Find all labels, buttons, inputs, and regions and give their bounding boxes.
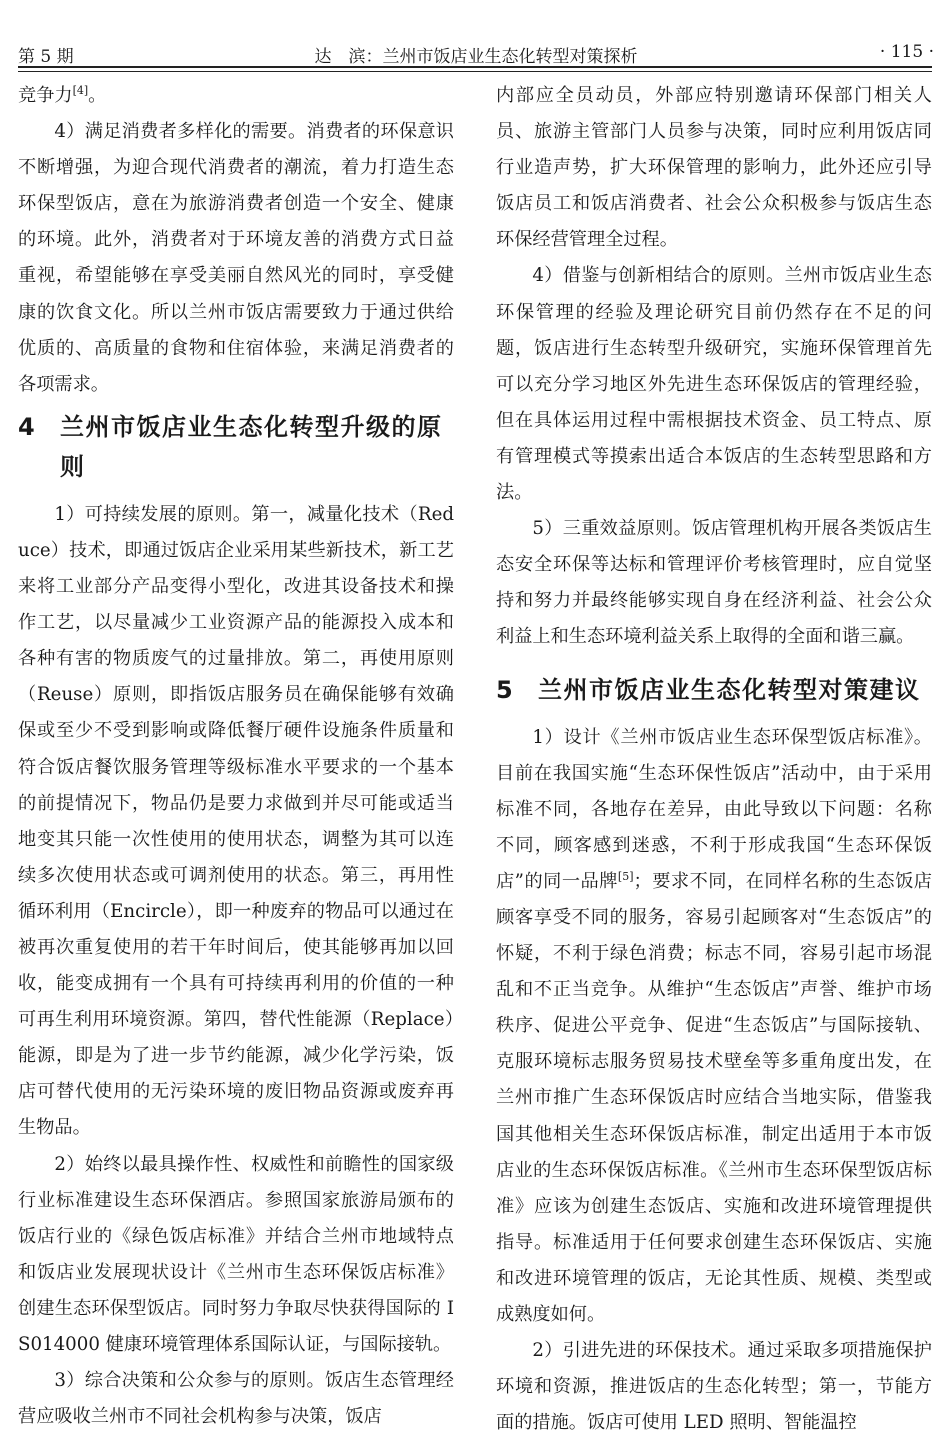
paragraph: 内部应全员动员，外部应特别邀请环保部门相关人员、旅游主管部门人员参与决策，同时应利用饭店同行业造声势，扩大环保管理的影响力，此外还应引导饭店员工和饭店消费者、社会公众积极参与饭店生态环保经营管理全过程。 [496,85,932,251]
running-header [18,38,934,66]
section-heading-4 [18,407,454,487]
section-title: 兰州市饭店业生态化转型对策建议 [538,675,921,704]
header-rule-thick [18,66,932,68]
paragraph: 2）始终以最具操作性、权威性和前瞻性的国家级行业标准建设生态环保酒店。参照国家旅游局颁布的饭店行业的《绿色饭店标准》并结合兰州市地域特点和饭店业发展现状设计《兰州市生态环保饭店标准》创建生态环保型饭店。同时努力争取尽快获得国际的 IS014000 健康环境管理体系国际认证，与国际接轨。 [18,1153,454,1355]
header-rule-thin [18,71,932,72]
paragraph: 3）综合决策和公众参与的原则。饭店生态管理经营应吸收兰州市不同社会机构参与决策，饭店 [18,1370,454,1428]
right-column [496,78,932,1441]
paragraph: 1）可持续发展的原则。第一，减量化技术（Reduce）技术，即通过饭店企业采用某些新技术，新工艺来将工业部分产品变得小型化，改进其设备技术和操作工艺，以尽量减少工业资源产品的能源投入成本和各种有害的物质废气的过量排放。第二，再使用原则（Reuse）原则，即指饭店服务员在确保能够有效确保或至少不受到影响或降低餐厅硬件设施条件质量和符合饭店餐饮服务管理等级标准水平要求的一个基本的前提情况下，物品仍是要力求做到并尽可能或适当地变其只能一次性使用的使用状态，调整为其可以连续多次使用状态或可调剂使用的状态。第三，再用性循环利用（Encircle），即一种废弃的物品可以通过在被再次重复使用的若干年时间后，使其能够再加以回收，能变成拥有一个具有可持续再利用的价值的一种可再生利用环境资源。第四，替代性能源（Replace）能源，即是为了进一步节约能源，减少化学污染，饭店可替代使用的无污染环境的废旧物品资源或废弃再生物品。 [18,503,454,1139]
citation[interactable]: [4] [72,83,89,97]
paragraph: 2）引进先进的环保技术。通过采取多项措施保护环境和资源，推进饭店的生态化转型；第一，节能方面的措施。饭店可使用 LED 照明、智能温控 [496,1340,932,1434]
left-column [18,78,454,1435]
paragraph: 1）设计《兰州市饭店业生态环保型饭店标准》。目前在我国实施“生态环保性饭店”活动中，由于采用标准不同，各地存在差异，由此导致以下问题：名称不同，顾客感到迷惑，不利于形成我国“生态环保饭店”的同一品牌[5]；要求不同，在同样名称的生态饭店顾客享受不同的服务，容易引起顾客对“生态饭店”的怀疑，不利于绿色消费；标志不同，容易引起市场混乱和不正当竞争。从维护“生态饭店”声誉、维护市场秩序、促进公平竞争、促进“生态饭店”与国际接轨、克服环境标志服务贸易技术壁垒等多重角度出发，在兰州市推广生态环保饭店时应结合当地实际，借鉴我国其他相关生态环保饭店标准，制定出适用于本市饭店业的生态环保饭店标准。《兰州市生态环保型饭店标准》应该为创建生态饭店、实施和改进环境管理提供指导。标准适用于任何要求创建生态环保饭店、实施和改进环境管理的饭店，无论其性质、规模、类型或成熟度如何。 [496,726,932,1325]
section-number: 4 [18,412,37,441]
citation[interactable]: [5] [617,869,634,883]
section-heading-5 [496,670,932,710]
section-title: 兰州市饭店业生态化转型升级的原则 [60,412,443,481]
paragraph: 4）满足消费者多样化的需要。消费者的环保意识不断增强，为迎合现代消费者的潮流，着力打造生态环保型饭店，意在为旅游消费者创造一个安全、健康的环境。此外，消费者对于环境友善的消费方式日益重视，希望能够在享受美丽自然风光的同时，享受健康的饮食文化。所以兰州市饭店需要致力于通过供给优质的、高质量的食物和住宿体验，来满足消费者的各项需求。 [18,121,454,395]
paragraph: 5）三重效益原则。饭店管理机构开展各类饭店生态安全环保等达标和管理评价考核管理时，应自觉坚持和努力并最终能够实现自身在经济利益、社会公众利益上和生态环境利益关系上取得的全面和谐三赢。 [496,518,932,648]
page-number: · 115 · [879,42,934,62]
section-number: 5 [496,675,515,704]
running-title: 达 滨：兰州市饭店业生态化转型对策探析 [314,47,638,67]
paragraph: 4）借鉴与创新相结合的原则。兰州市饭店业生态环保管理的经验及理论研究目前仍然存在不足的问题，饭店进行生态转型升级研究，实施环保管理首先可以充分学习地区外先进生态环保饭店的管理经验，但在具体运用过程中需根据技术资金、员工特点、原有管理模式等摸索出适合本饭店的生态转型思路和方法。 [496,265,932,504]
paragraph: 竞争力[4]。 [18,83,107,106]
issue-number: 第 5 期 [18,47,74,67]
